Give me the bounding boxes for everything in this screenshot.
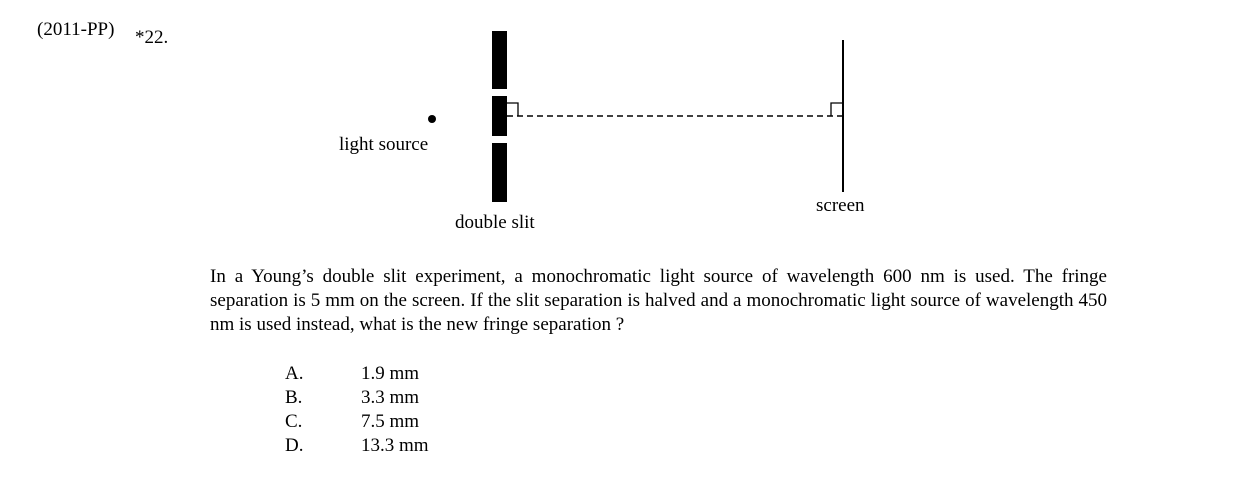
- right-angle-mark-screen: [831, 103, 843, 116]
- slit-barrier-top: [492, 31, 507, 89]
- light-source-label: light source: [339, 134, 429, 155]
- double-slit-label: double slit: [455, 212, 535, 233]
- option-letter: A.: [285, 363, 304, 384]
- year-tag: (2011-PP): [37, 19, 115, 40]
- screen-label: screen: [816, 195, 865, 216]
- option-c[interactable]: [285, 410, 429, 434]
- question-number: *22.: [135, 27, 169, 48]
- option-d[interactable]: [285, 434, 429, 458]
- slit-barrier-middle: [492, 96, 507, 136]
- option-value: 1.9 mm: [361, 363, 420, 384]
- option-letter: C.: [285, 411, 303, 432]
- option-letter: D.: [285, 435, 304, 456]
- option-b[interactable]: [285, 386, 429, 410]
- option-a[interactable]: [285, 362, 429, 386]
- option-value: 7.5 mm: [361, 411, 420, 432]
- option-letter: B.: [285, 387, 303, 408]
- answer-options: [285, 362, 429, 458]
- right-angle-mark-slit: [507, 103, 518, 116]
- option-value: 3.3 mm: [361, 387, 420, 408]
- slit-barrier-bottom: [492, 143, 507, 202]
- option-value: 13.3 mm: [361, 435, 429, 456]
- light-source-dot: [428, 115, 436, 123]
- question-text: In a Young’s double slit experiment, a monochromatic light source of wavelength 600 nm is used. The fringe separation is 5 mm on the screen. If the slit separation is halved and a monochromatic light source of wavelength 450 nm is used instead, what is the new fringe separation ?: [210, 266, 1107, 335]
